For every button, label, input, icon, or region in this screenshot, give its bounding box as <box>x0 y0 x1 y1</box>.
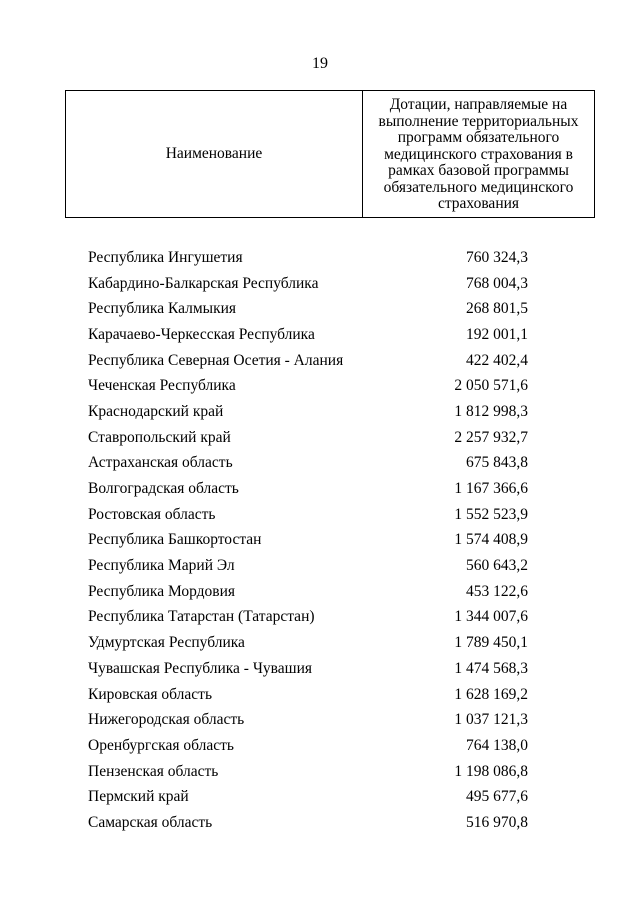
table-row <box>88 733 528 759</box>
region-name: Республика Татарстан (Татарстан) <box>88 608 315 626</box>
region-name: Пензенская область <box>88 762 219 780</box>
grant-header-line: Дотации, направляемые на <box>389 96 568 114</box>
grant-value: 1 552 523,9 <box>454 505 528 523</box>
table-row <box>88 579 528 605</box>
grant-value: 1 628 169,2 <box>454 685 528 703</box>
grant-value: 1 037 121,3 <box>454 711 528 729</box>
grant-value: 1 574 408,9 <box>454 531 528 549</box>
grant-value: 422 402,4 <box>466 351 528 369</box>
grant-header-line: рамках базовой программы <box>388 162 569 180</box>
table-row <box>88 810 528 836</box>
region-name: Астраханская область <box>88 454 233 472</box>
region-name: Ростовская область <box>88 505 216 523</box>
region-name: Кировская область <box>88 685 213 703</box>
table-row <box>88 296 528 322</box>
region-name: Республика Мордовия <box>88 582 236 600</box>
region-name: Пермский край <box>88 788 189 806</box>
grant-value: 675 843,8 <box>466 454 528 472</box>
grant-value: 760 324,3 <box>466 248 528 266</box>
grant-header-line: медицинского страхования в <box>384 145 573 163</box>
table-row <box>88 605 528 631</box>
grant-value: 268 801,5 <box>466 300 528 318</box>
grant-value: 1 789 450,1 <box>454 634 528 652</box>
table-row <box>88 399 528 425</box>
grant-value: 1 812 998,3 <box>454 402 528 420</box>
grant-value: 516 970,8 <box>466 813 528 831</box>
region-name: Волгоградская область <box>88 480 239 498</box>
table-row <box>88 348 528 374</box>
grant-value: 495 677,6 <box>466 788 528 806</box>
table-row <box>88 322 528 348</box>
grant-value: 764 138,0 <box>466 736 528 754</box>
region-name: Республика Калмыкия <box>88 300 237 318</box>
region-name: Удмуртская Республика <box>88 634 245 652</box>
grant-value: 768 004,3 <box>466 274 528 292</box>
grant-header-line: страхования <box>437 195 520 213</box>
grant-header-line: обязательного медицинского <box>383 178 574 196</box>
grant-header-line: программ обязательного <box>397 129 560 147</box>
grant-header-line: выполнение территориальных <box>378 112 579 130</box>
region-name: Республика Ингушетия <box>88 248 243 266</box>
table-row <box>88 271 528 297</box>
region-name: Нижегородская область <box>88 711 245 729</box>
table-body <box>88 245 528 836</box>
page-number: 19 <box>312 55 328 72</box>
grant-value: 453 122,6 <box>466 582 528 600</box>
grant-value: 192 001,1 <box>466 325 528 343</box>
region-name: Чувашская Республика - Чувашия <box>88 659 313 677</box>
table-row <box>88 373 528 399</box>
region-name: Республика Марий Эл <box>88 557 235 575</box>
region-name: Республика Башкортостан <box>88 531 262 549</box>
grant-column-header <box>363 91 595 218</box>
grant-value: 560 643,2 <box>466 557 528 575</box>
region-name: Чеченская Республика <box>88 377 236 395</box>
grant-value: 1 474 568,3 <box>454 659 528 677</box>
table-row <box>88 425 528 451</box>
grant-value: 1 198 086,8 <box>454 762 528 780</box>
grant-value: 2 050 571,6 <box>454 377 528 395</box>
region-name: Карачаево-Черкесская Республика <box>88 325 315 343</box>
table-row <box>88 451 528 477</box>
table-row <box>88 656 528 682</box>
region-name: Самарская область <box>88 813 213 831</box>
region-name: Оренбургская область <box>88 736 234 754</box>
grant-value: 1 344 007,6 <box>454 608 528 626</box>
table-row <box>88 682 528 708</box>
table-row <box>88 502 528 528</box>
name-column-header: Наименование <box>66 91 363 218</box>
table-row <box>88 707 528 733</box>
region-name: Республика Северная Осетия - Алания <box>88 351 344 369</box>
table-row <box>88 784 528 810</box>
region-name: Ставропольский край <box>88 428 231 446</box>
table-row <box>88 759 528 785</box>
table-header <box>65 90 595 218</box>
table-row <box>88 528 528 554</box>
region-name: Краснодарский край <box>88 402 224 420</box>
grant-value: 2 257 932,7 <box>454 428 528 446</box>
table-row <box>88 630 528 656</box>
table-row <box>88 245 528 271</box>
table-row <box>88 553 528 579</box>
region-name: Кабардино-Балкарская Республика <box>88 274 319 292</box>
grant-value: 1 167 366,6 <box>454 480 528 498</box>
table-row <box>88 476 528 502</box>
